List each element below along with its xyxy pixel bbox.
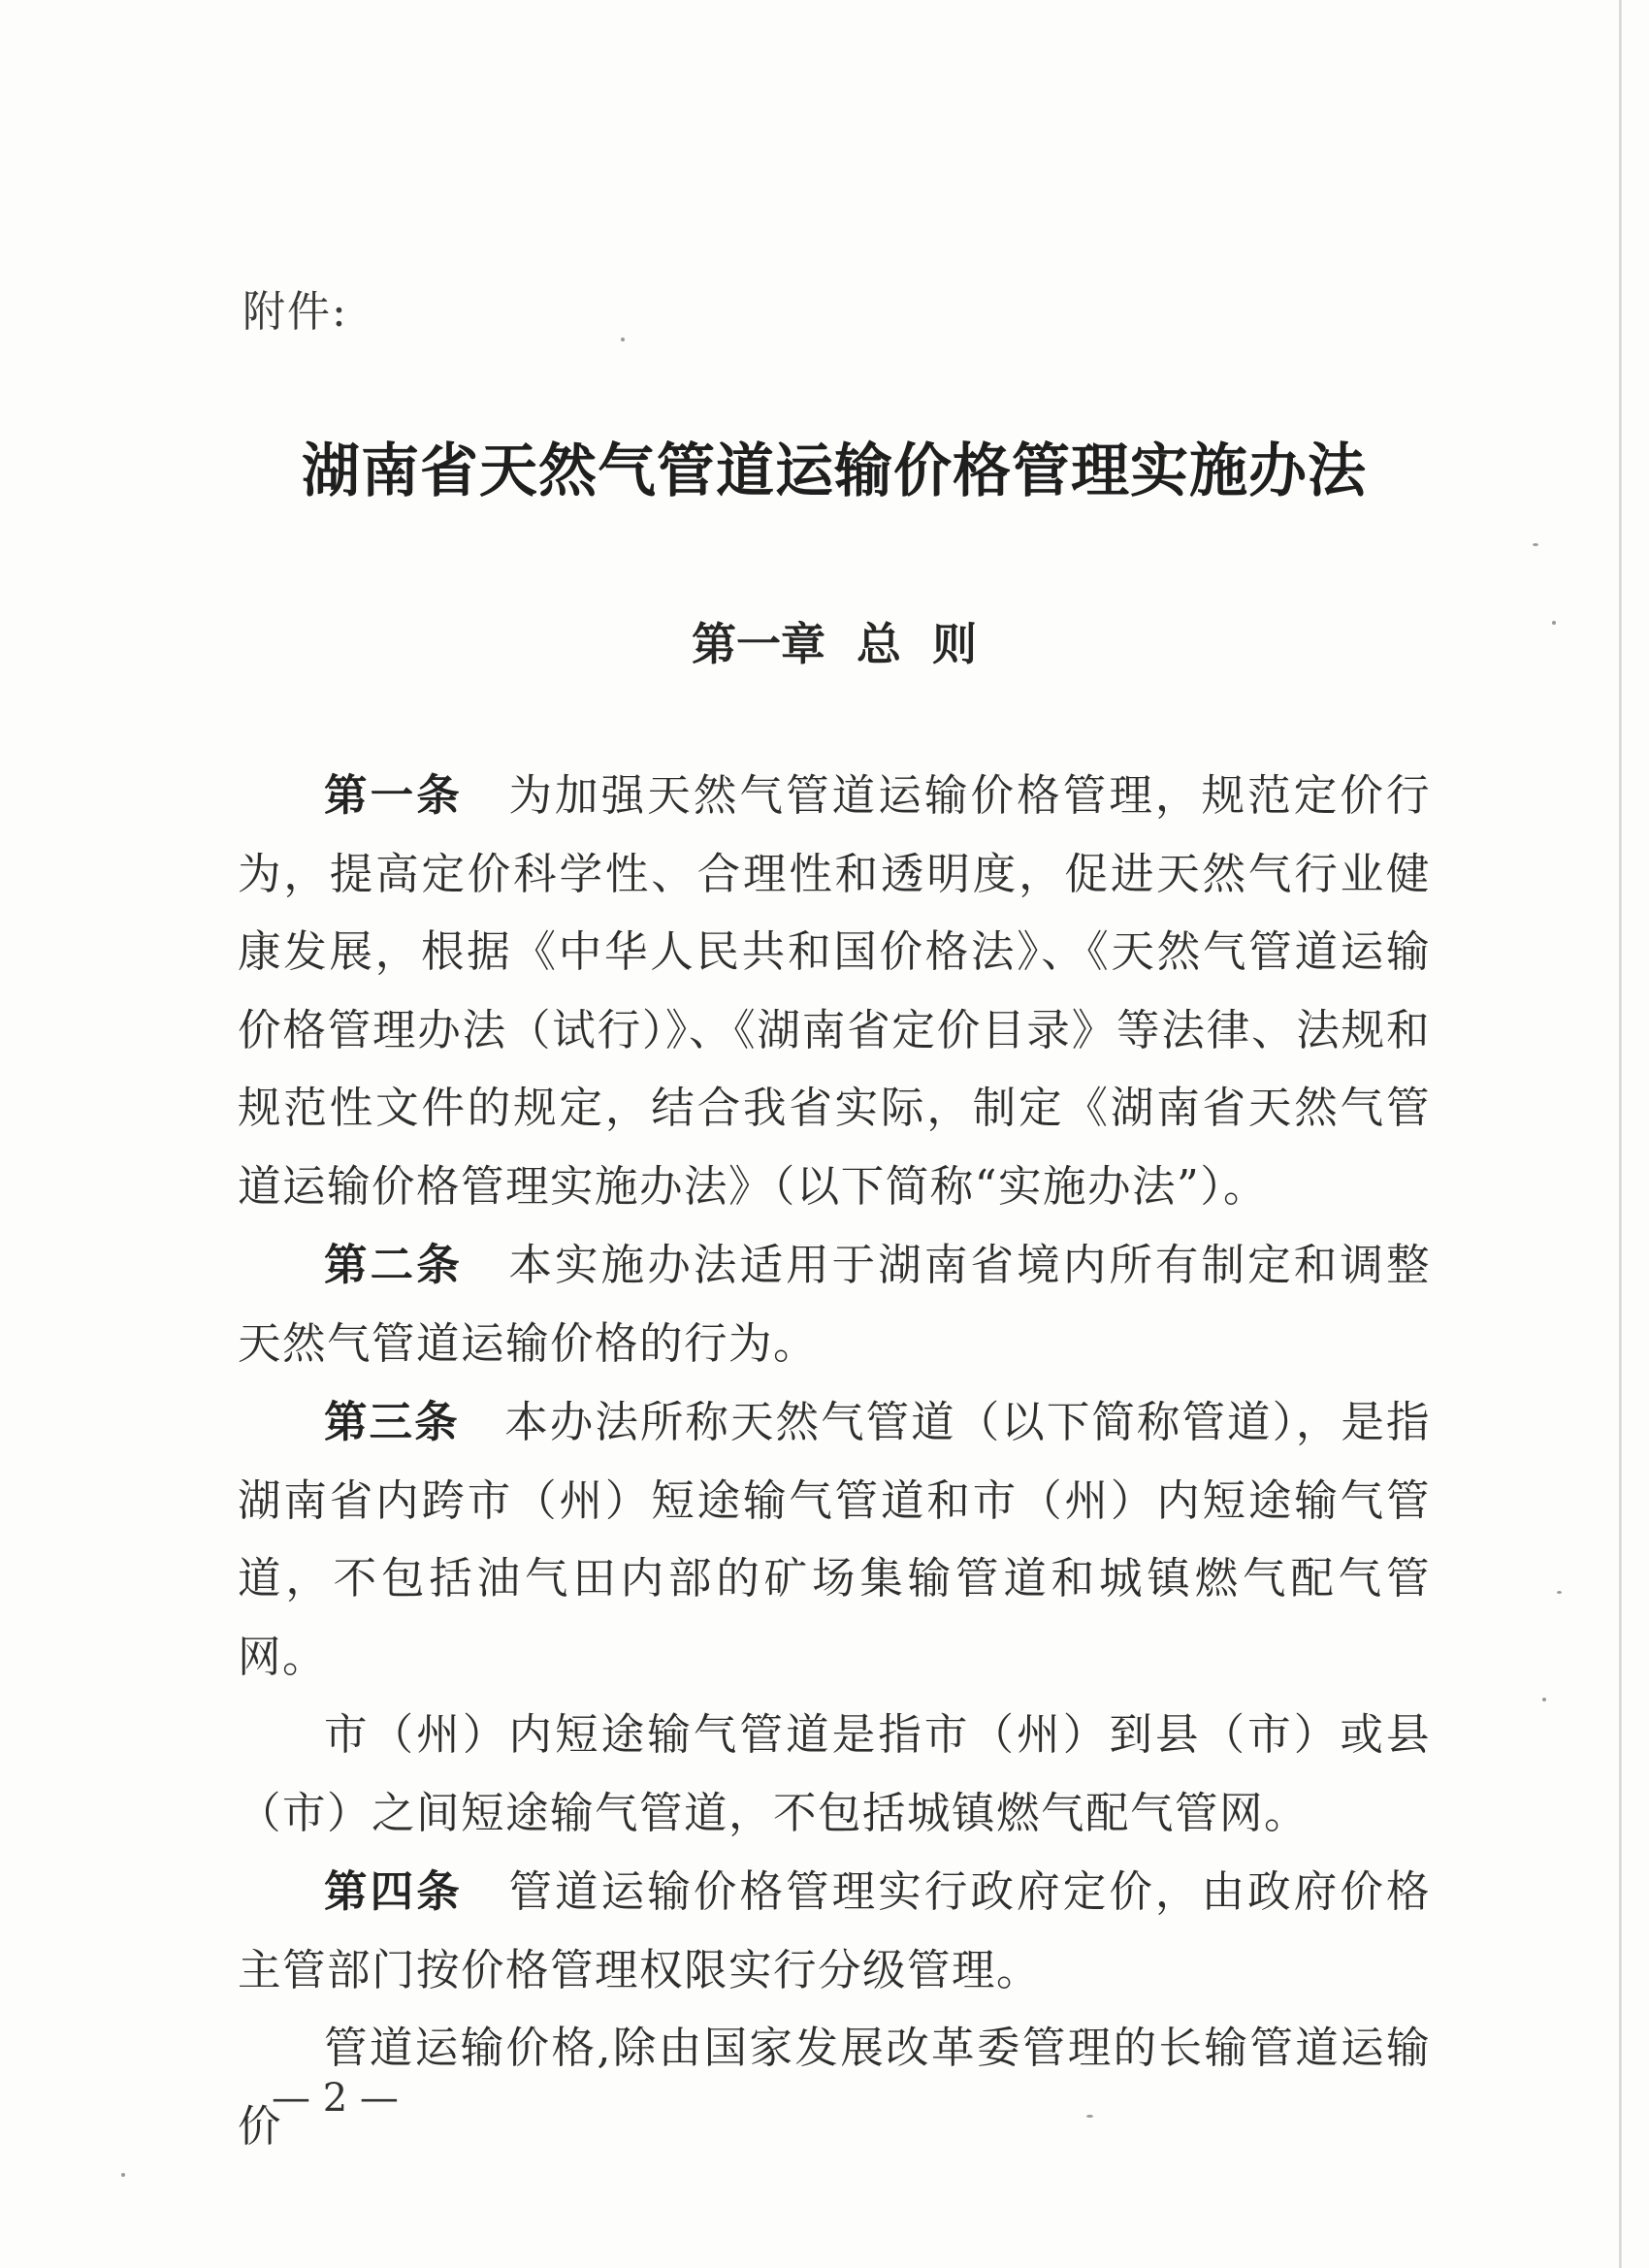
document-title: 湖南省天然气管道运输价格管理实施办法 bbox=[302, 437, 1367, 505]
scan-speck bbox=[1552, 621, 1556, 625]
scan-speck bbox=[1542, 1698, 1546, 1701]
article-number: 第四条 bbox=[324, 1866, 463, 1917]
article-paragraph bbox=[238, 1853, 1431, 2010]
scan-edge-shadow bbox=[1619, 0, 1622, 2268]
scan-speck bbox=[621, 338, 625, 341]
article-text: 本实施办法适用于湖南省境内所有制定和调整天然气管道运输价格的行为。 bbox=[238, 1241, 1431, 1369]
scan-speck bbox=[1557, 1591, 1562, 1594]
page-number: — 2 — bbox=[272, 2076, 399, 2121]
article-paragraph bbox=[238, 1226, 1431, 1383]
article-text: 本办法所称天然气管道（以下简称管道），是指湖南省内跨市（州）短途输气管道和市（州）内短途输气管道，不包括油气田内部的矿场集输管道和城镇燃气配气管网。 bbox=[238, 1398, 1431, 1682]
article-number: 第一条 bbox=[324, 770, 463, 821]
paragraph: 市（州）内短途输气管道是指市（州）到县（市）或县（市）之间短途输气管道，不包括城镇燃气配气管网。 bbox=[238, 1710, 1431, 1838]
attachment-label: 附件: bbox=[242, 287, 348, 337]
paragraph: 管道运输价格,除由国家发展改革委管理的长输管道运输价 bbox=[238, 2024, 1431, 2152]
chapter-title: 第一章 总 则 bbox=[691, 618, 978, 670]
body-text bbox=[238, 757, 1431, 2166]
article-number: 第二条 bbox=[324, 1240, 463, 1290]
scan-speck bbox=[121, 2173, 125, 2177]
article-text: 为加强天然气管道运输价格管理，规范定价行为，提高定价科学性、合理性和透明度，促进天然气行业健康发展，根据《中华人民共和国价格法》、《天然气管道运输价格管理办法（试行）》、《湖南省定价目录》等法律、法规和规范性文件的规定，结合我省实际，制定《湖南省天然气管道运输价格管理实施办法》（以下简称“实施办法”）。 bbox=[238, 771, 1431, 1212]
article-paragraph bbox=[238, 757, 1431, 1226]
article-paragraph bbox=[238, 1383, 1431, 1697]
article-text: 管道运输价格管理实行政府定价，由政府价格主管部门按价格管理权限实行分级管理。 bbox=[238, 1867, 1431, 1995]
article-number: 第三条 bbox=[324, 1397, 460, 1447]
scan-speck bbox=[1086, 2115, 1093, 2118]
scan-speck bbox=[1533, 543, 1538, 546]
